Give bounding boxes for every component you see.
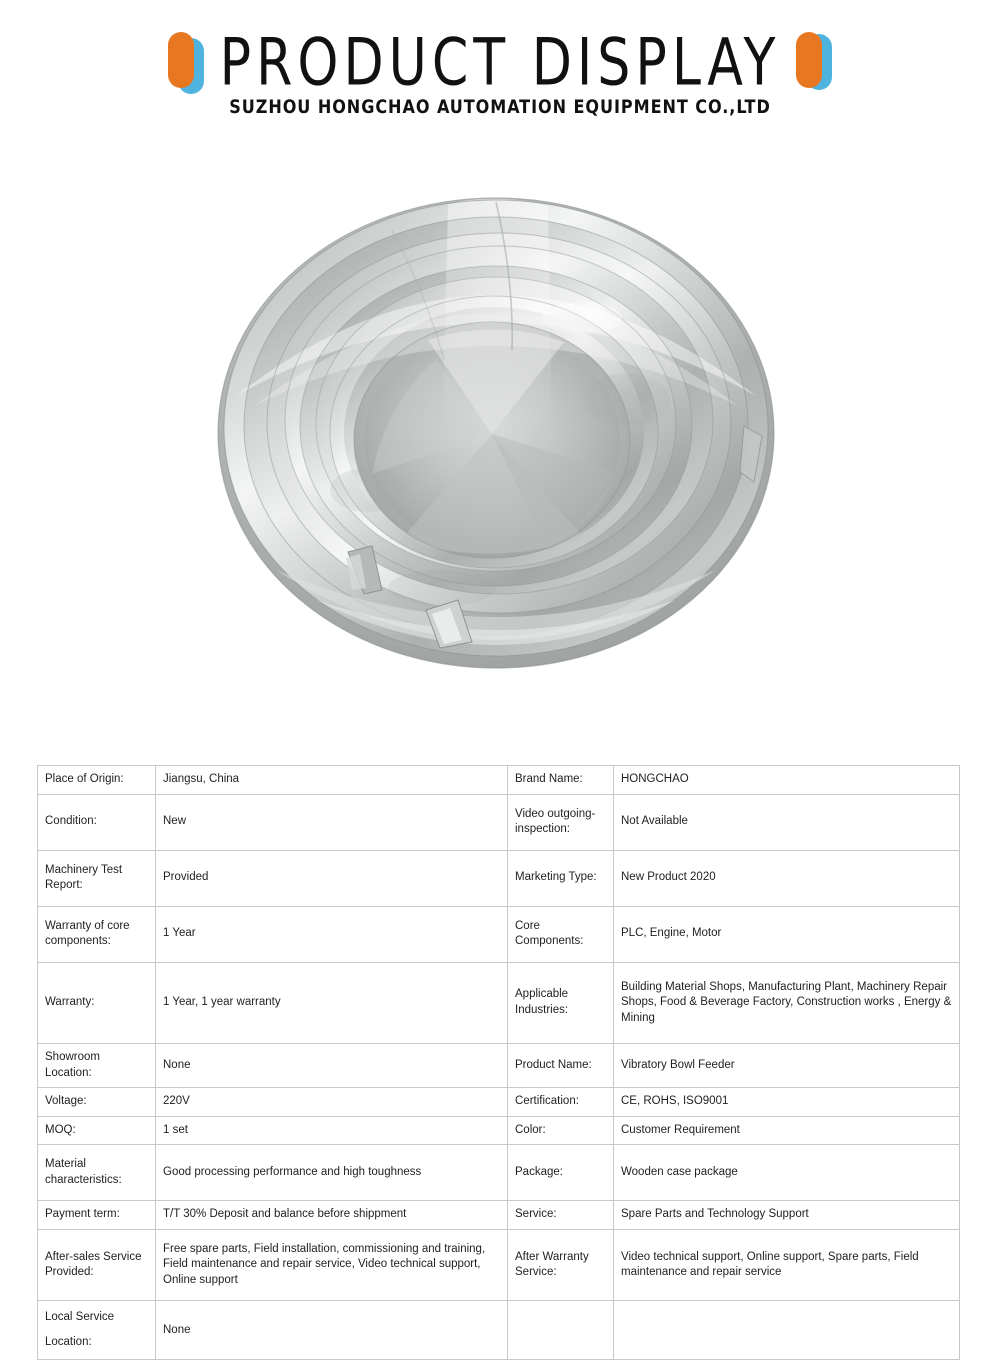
page-header [0, 0, 1000, 150]
spec-label: Place of Origin: [38, 766, 156, 795]
table-row [38, 766, 960, 795]
product-image [196, 190, 796, 680]
spec-label: Applicable Industries: [508, 962, 614, 1044]
spec-label: Material characteristics: [38, 1145, 156, 1201]
table-row [38, 794, 960, 850]
spec-label: After Warranty Service: [508, 1229, 614, 1301]
spec-label: Brand Name: [508, 766, 614, 795]
spec-value: Free spare parts, Field installation, commissioning and training, Field maintenance and repair service, Video technical support, Online support [156, 1229, 508, 1301]
orange-pill-shape [168, 32, 194, 88]
spec-value: Good processing performance and high toughness [156, 1145, 508, 1201]
spec-label: Machinery Test Report: [38, 850, 156, 906]
spec-value: New [156, 794, 508, 850]
table-row [38, 1229, 960, 1301]
company-name-subtitle: SUZHOU HONGCHAO AUTOMATION EQUIPMENT CO.,LTD [229, 96, 771, 118]
spec-label: Service: [508, 1201, 614, 1230]
spec-label: MOQ: [38, 1116, 156, 1145]
spec-label: Warranty: [38, 962, 156, 1044]
orange-pill-shape [796, 32, 822, 88]
spec-label: Marketing Type: [508, 850, 614, 906]
spec-label-line-2: Location: [45, 1335, 92, 1348]
page-title: PRODUCT DISPLAY [219, 23, 781, 101]
spec-value: Not Available [614, 794, 960, 850]
spec-value: Building Material Shops, Manufacturing Plant, Machinery Repair Shops, Food & Beverage Factory, Construction works , Energy & Mining [614, 962, 960, 1044]
table-row [38, 906, 960, 962]
spec-label: Certification: [508, 1088, 614, 1117]
spec-value: Video technical support, Online support, Spare parts, Field maintenance and repair service [614, 1229, 960, 1301]
table-row [38, 962, 960, 1044]
spec-label: Showroom Location: [38, 1044, 156, 1088]
product-photo-area [0, 150, 1000, 750]
spec-value: 1 Year, 1 year warranty [156, 962, 508, 1044]
spec-value: Spare Parts and Technology Support [614, 1201, 960, 1230]
spec-value: Vibratory Bowl Feeder [614, 1044, 960, 1088]
spec-value: 1 set [156, 1116, 508, 1145]
spec-label-empty [508, 1301, 614, 1360]
table-row [38, 1088, 960, 1117]
table-row [38, 1116, 960, 1145]
spec-value: Provided [156, 850, 508, 906]
spec-value: CE, ROHS, ISO9001 [614, 1088, 960, 1117]
specification-table-wrapper [37, 765, 959, 1360]
table-row [38, 1044, 960, 1088]
spec-label: Condition: [38, 794, 156, 850]
pill-decoration-right-icon [790, 32, 836, 92]
spec-label: Video outgoing-inspection: [508, 794, 614, 850]
spec-label [38, 1301, 156, 1360]
spec-value: 1 Year [156, 906, 508, 962]
spec-value: T/T 30% Deposit and balance before shippment [156, 1201, 508, 1230]
spec-value: PLC, Engine, Motor [614, 906, 960, 962]
spec-value-empty [614, 1301, 960, 1360]
spec-value: Customer Requirement [614, 1116, 960, 1145]
spec-label-line-1: Local Service [45, 1311, 115, 1324]
table-row [38, 1201, 960, 1230]
table-row [38, 850, 960, 906]
spec-value: New Product 2020 [614, 850, 960, 906]
spec-value: None [156, 1301, 508, 1360]
spec-value: HONGCHAO [614, 766, 960, 795]
spec-value: Jiangsu, China [156, 766, 508, 795]
spec-label: Product Name: [508, 1044, 614, 1088]
spec-value: 220V [156, 1088, 508, 1117]
spec-label: Warranty of core components: [38, 906, 156, 962]
table-row [38, 1145, 960, 1201]
spec-label: Core Components: [508, 906, 614, 962]
spec-label: Payment term: [38, 1201, 156, 1230]
spec-value: Wooden case package [614, 1145, 960, 1201]
pill-decoration-left-icon [164, 32, 210, 92]
spec-label: After-sales Service Provided: [38, 1229, 156, 1301]
spec-label: Package: [508, 1145, 614, 1201]
header-title-row [0, 23, 1000, 101]
table-row [38, 1301, 960, 1360]
spec-label: Color: [508, 1116, 614, 1145]
specification-table [37, 765, 960, 1360]
spec-value: None [156, 1044, 508, 1088]
spec-label: Voltage: [38, 1088, 156, 1117]
